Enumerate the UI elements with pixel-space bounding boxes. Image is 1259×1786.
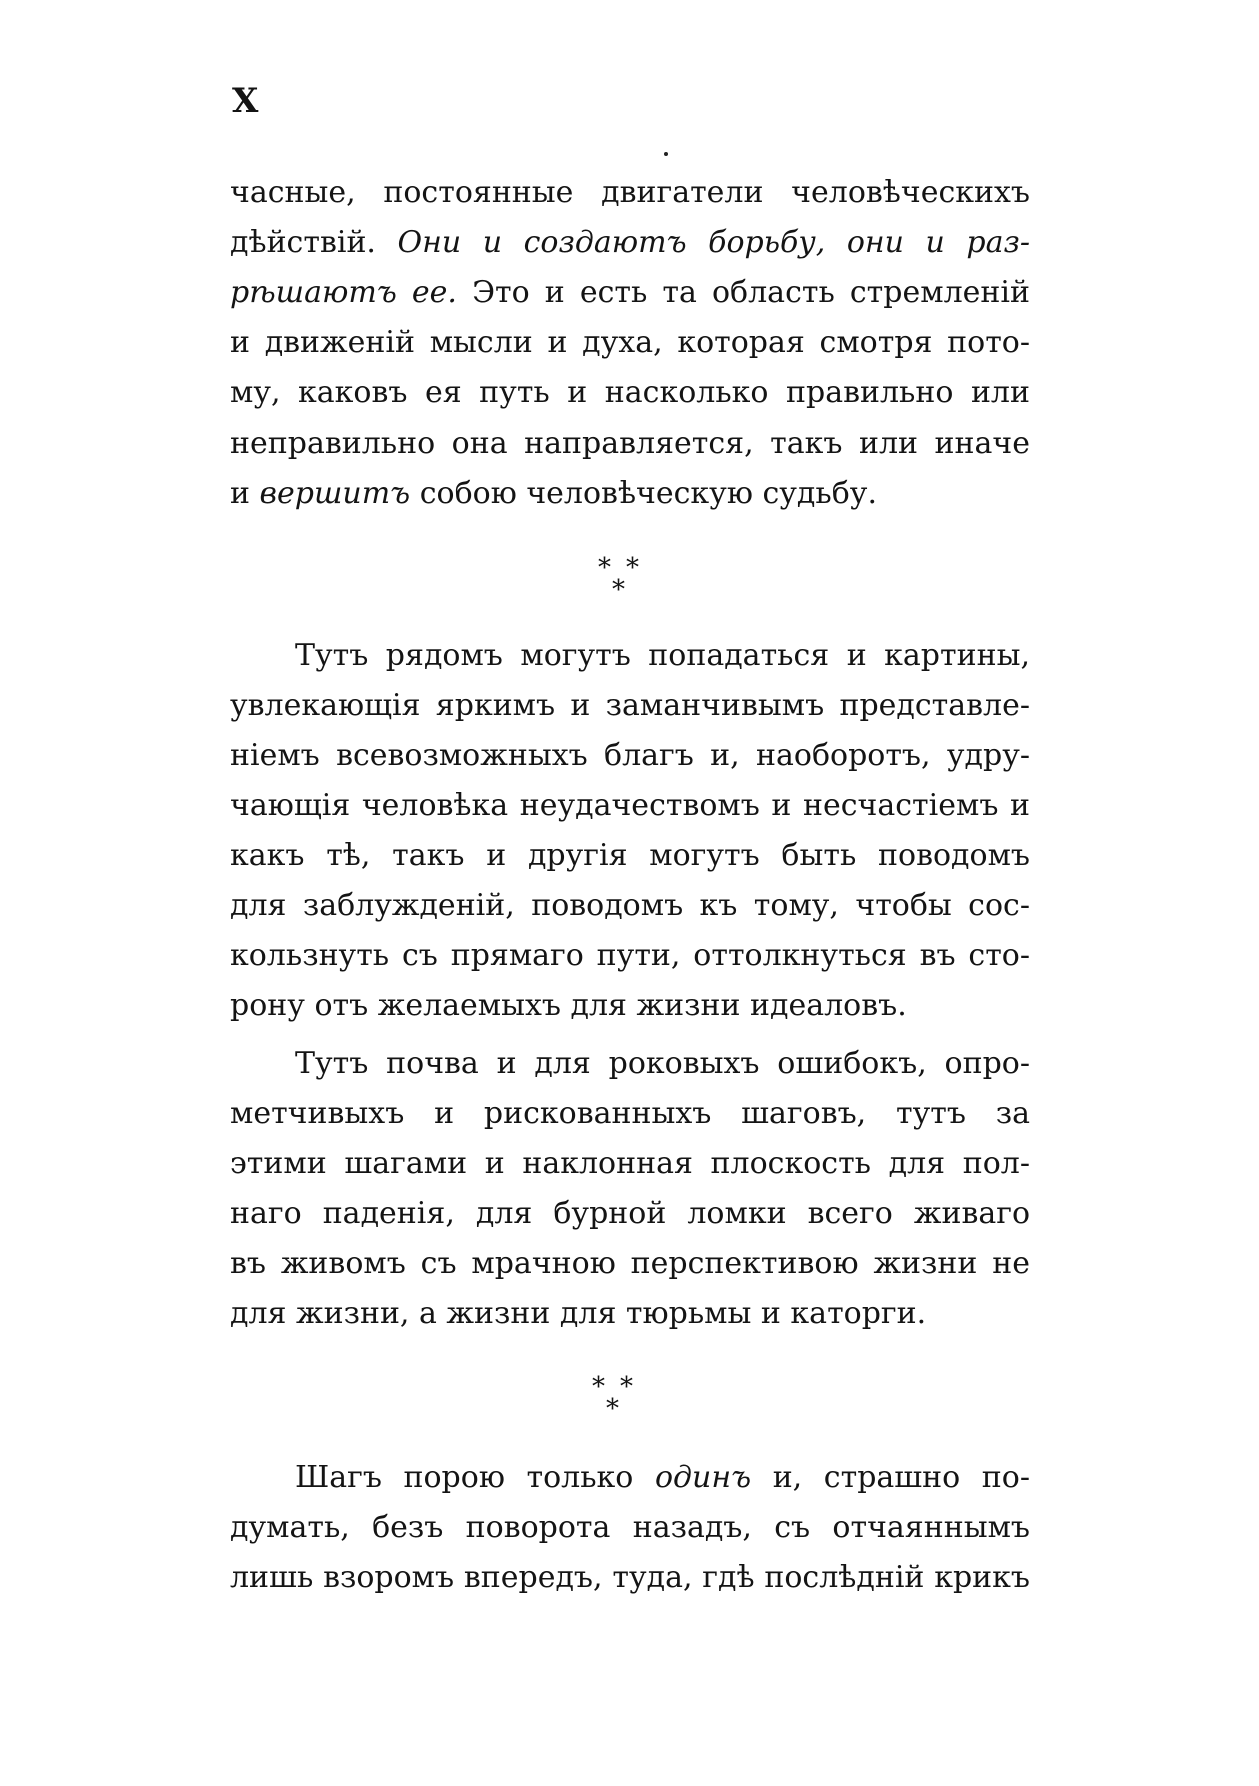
text-span: и, страшно по- [772, 1460, 1030, 1495]
asterism-star: * [592, 1372, 605, 1402]
page-number: X [232, 81, 259, 121]
text-line: Тутъ рядомъ могутъ попадаться и картины, [295, 638, 1030, 673]
text-line: рону отъ желаемыхъ для жизни идеаловъ. [230, 988, 907, 1023]
text-line: неправильно она направляется, такъ или иначе [230, 426, 1030, 461]
text-span: Это и есть та область стремленій [472, 275, 1030, 310]
text-line: думать, безъ поворота назадъ, съ отчаяннымъ [230, 1510, 1030, 1545]
text-span: собою человѣческую судьбу. [419, 476, 877, 511]
text-line: этими шагами и наклонная плоскость для пол- [230, 1146, 1030, 1181]
text-line: и движеній мысли и духа, которая смотря пото- [230, 325, 1030, 360]
stray-dot [664, 152, 668, 156]
text-line: метчивыхъ и рискованныхъ шаговъ, тутъ за [230, 1096, 1030, 1131]
text-line [230, 474, 1030, 514]
asterism [598, 555, 658, 605]
italic-span: рѣшаютъ ее. [230, 275, 457, 310]
asterism-star: * [612, 575, 625, 605]
italic-span: одинъ [654, 1460, 752, 1495]
asterism-star: * [626, 553, 639, 583]
text-line: для заблужденій, поводомъ къ тому, чтобы сос- [230, 888, 1030, 923]
text-line: кользнуть съ прямаго пути, оттолкнуться въ сто- [230, 938, 1030, 973]
text-line: чающія человѣка неудачествомъ и несчастіемъ и [230, 788, 1030, 823]
text-span: и [230, 476, 250, 511]
text-line: увлекающія яркимъ и заманчивымъ представле- [230, 688, 1030, 723]
italic-span: Они и создаютъ борьбу, они и раз- [397, 225, 1030, 260]
text-line [230, 273, 1030, 313]
text-line [295, 1458, 1030, 1498]
asterism-star: * [598, 553, 611, 583]
text-span: Шагъ порою только [295, 1460, 634, 1495]
text-line: для жизни, а жизни для тюрьмы и каторги. [230, 1296, 927, 1331]
asterism-star: * [620, 1372, 633, 1402]
text-line: Тутъ почва и для роковыхъ ошибокъ, опро- [295, 1046, 1030, 1081]
asterism [592, 1374, 652, 1424]
asterism-star: * [606, 1394, 619, 1424]
text-line [230, 223, 1030, 263]
text-line: какъ тѣ, такъ и другія могутъ быть поводомъ [230, 838, 1030, 873]
text-line: наго паденія, для бурной ломки всего живаго [230, 1196, 1030, 1231]
italic-span: вершитъ [259, 476, 411, 511]
text-line: му, каковъ ея путь и насколько правильно или [230, 375, 1030, 410]
text-line: лишь взоромъ впередъ, туда, гдѣ послѣдній крикъ [230, 1560, 1030, 1595]
text-line: часные, постоянные двигатели человѣческихъ [230, 175, 1030, 210]
text-line: ніемъ всевозможныхъ благъ и, наоборотъ, удру- [230, 738, 1030, 773]
text-line: въ живомъ съ мрачною перспективою жизни не [230, 1246, 1030, 1281]
text-span: дѣйствій. [230, 225, 376, 260]
